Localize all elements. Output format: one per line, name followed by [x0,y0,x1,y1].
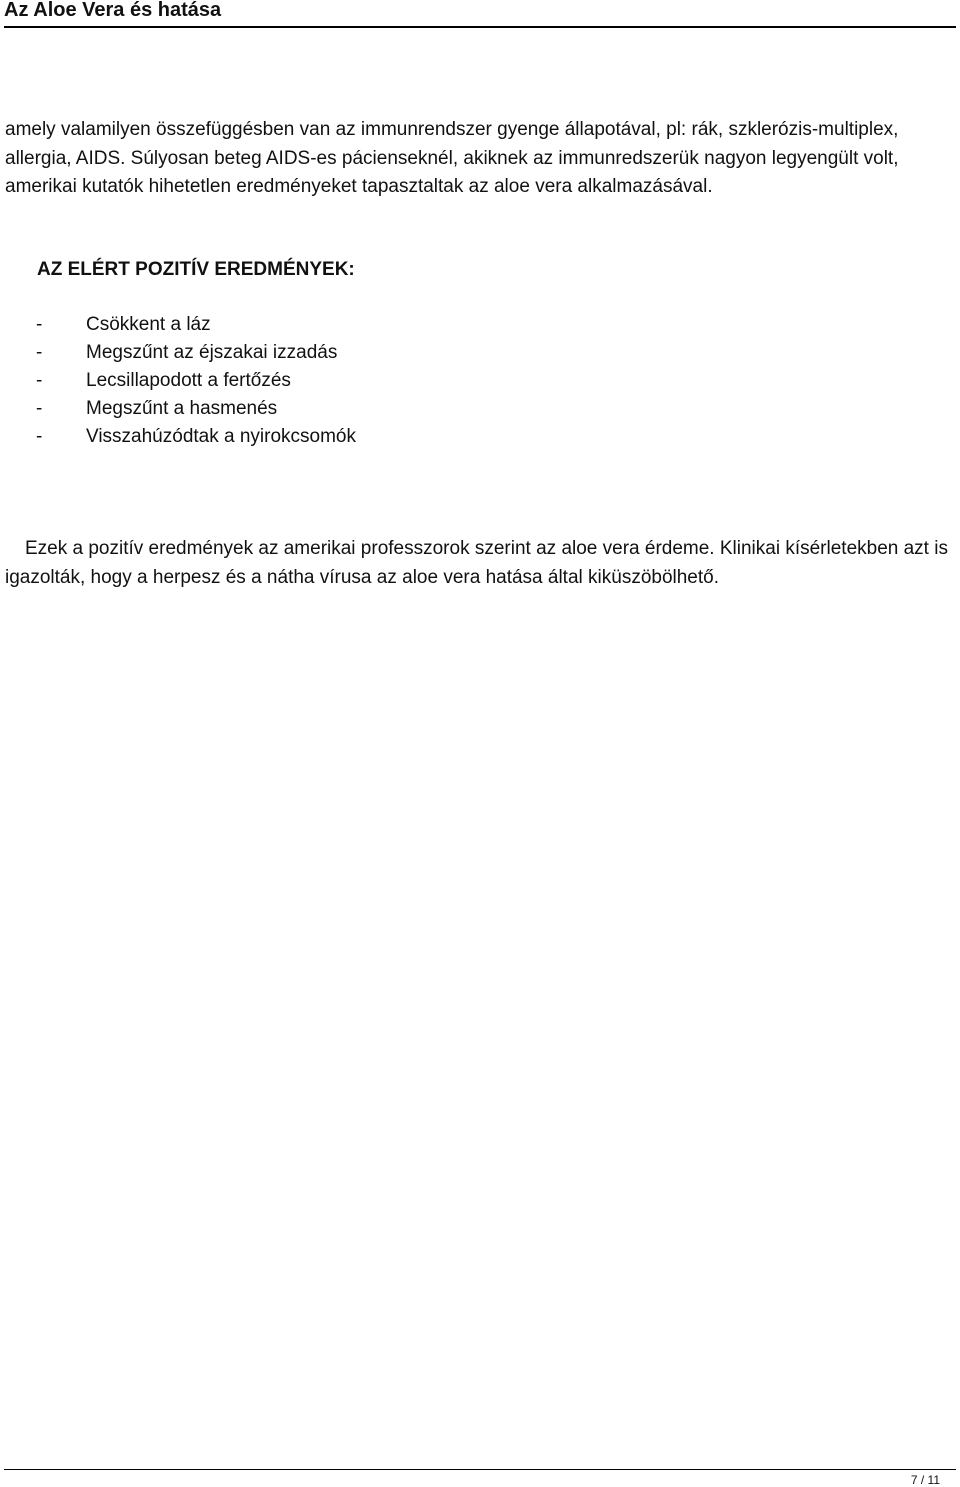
list-item [36,339,356,367]
results-list [36,311,356,451]
dash-marker: - [36,398,43,419]
dash-marker: - [36,314,43,335]
dash-marker: - [36,370,43,391]
intro-section [5,116,957,202]
list-item [36,423,356,451]
list-item [36,311,356,339]
list-item-text: Megszűnt a hasmenés [86,398,278,419]
page-footer [4,1469,956,1487]
results-heading: AZ ELÉRT POZITÍV EREDMÉNYEK: [37,259,355,280]
list-item-text: Csökkent a láz [86,314,211,335]
dash-marker: - [36,426,43,447]
list-item-text: Lecsillapodott a fertőzés [86,370,291,391]
list-item [36,367,356,395]
closing-section [5,535,957,592]
page-number: 7 / 11 [910,1473,940,1487]
page-header [4,0,956,28]
dash-marker: - [36,342,43,363]
list-item-text: Visszahúzódtak a nyirokcsomók [86,426,356,447]
intro-paragraph: amely valamilyen összefüggésben van az immunrendszer gyenge állapotával, pl: rák, szklerózis-multiplex, allergia, AIDS. Súlyosan beteg AIDS-es pácienseknél, akiknek az immunredszerük nagyon legyengült volt, amerikai kutatók hihetetlen eredményeket tapasztaltak az aloe vera alkalmazásával. [5,119,899,197]
document-title: Az Aloe Vera és hatása [4,0,222,21]
list-item-text: Megszűnt az éjszakai izzadás [86,342,338,363]
closing-paragraph: Ezek a pozitív eredmények az amerikai professzorok szerint az aloe vera érdeme. Klinikai kísérletekben azt is igazolták, hogy a herpesz és a nátha vírusa az aloe vera hatása által kiküszöbölhető. [5,538,948,588]
list-item [36,395,356,423]
